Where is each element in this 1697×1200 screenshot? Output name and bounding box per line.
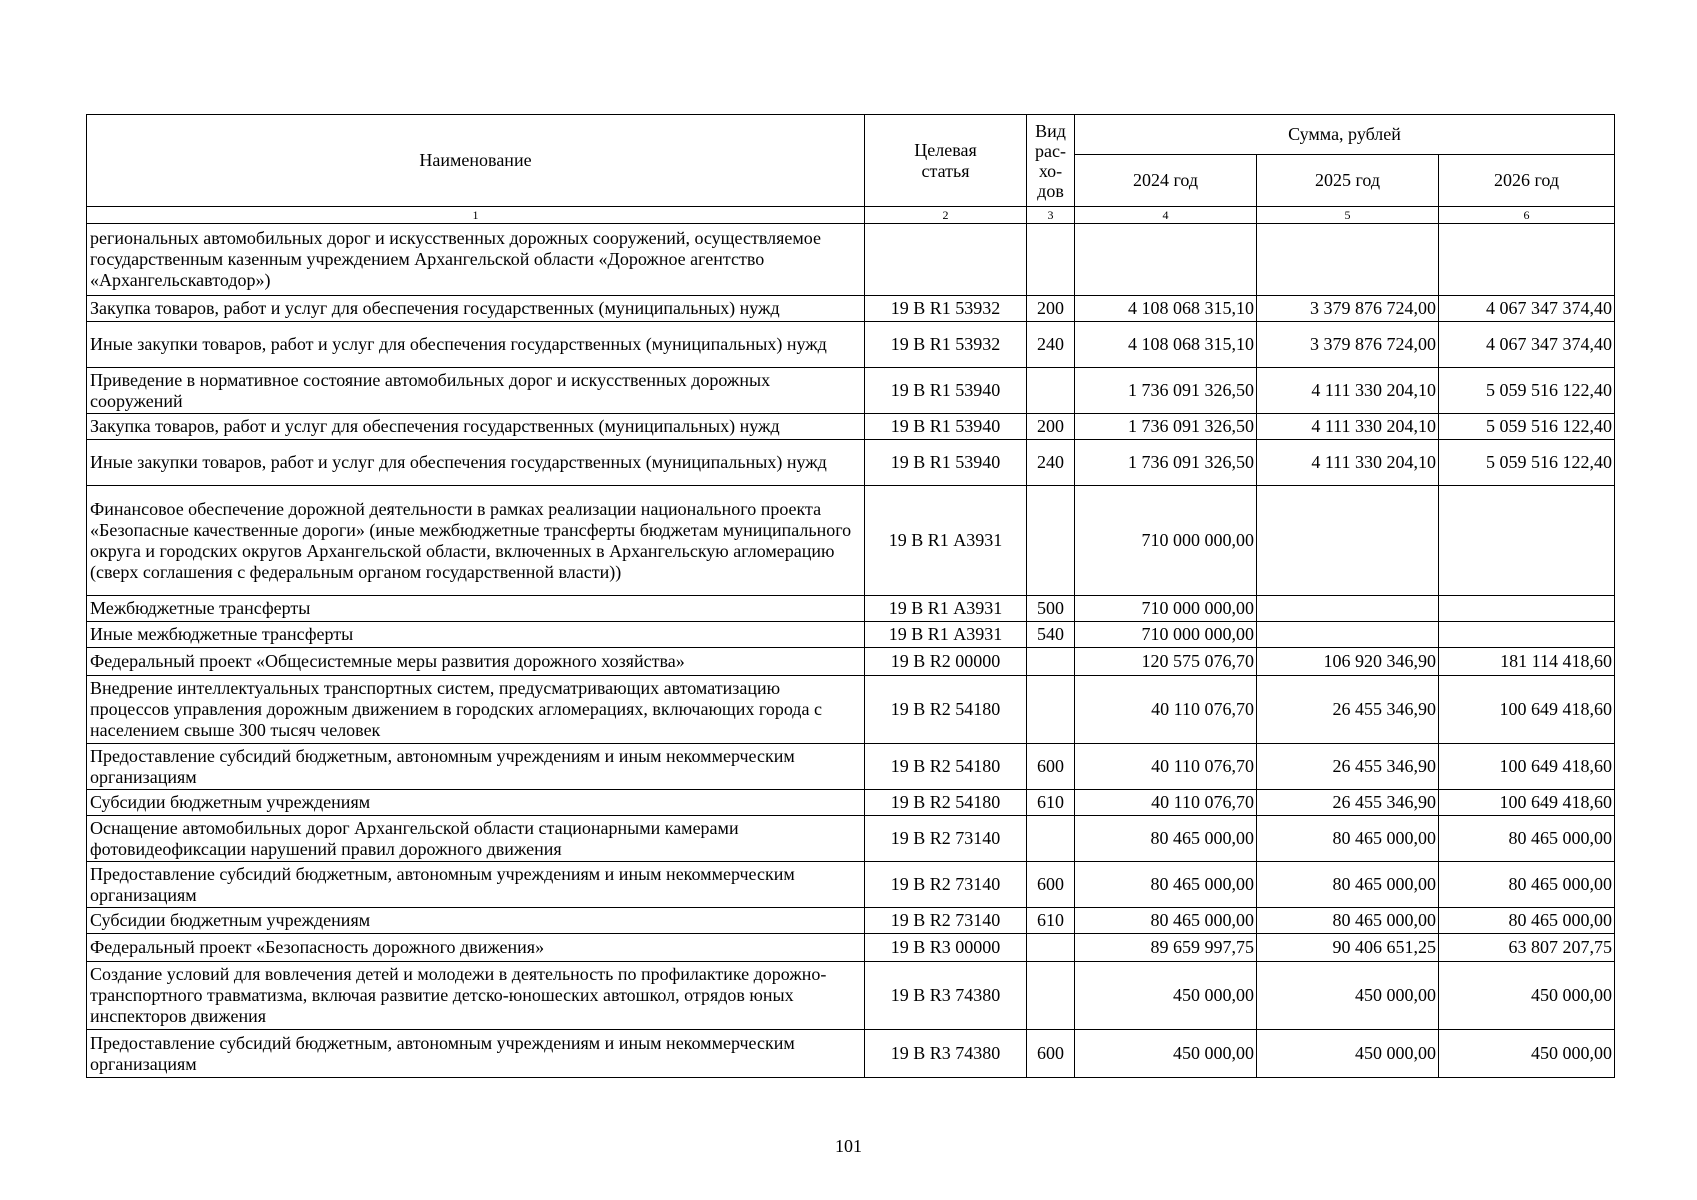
table-row (87, 934, 1615, 962)
row-amount-2024: 450 000,00 (1075, 1030, 1257, 1078)
column-number: 4 (1075, 207, 1257, 224)
row-amount-2025 (1257, 486, 1439, 596)
row-name: Субсидии бюджетным учреждениям (87, 790, 865, 816)
row-amount-2024: 1 736 091 326,50 (1075, 440, 1257, 486)
column-number: 1 (87, 207, 865, 224)
row-name: Финансовое обеспечение дорожной деятельности в рамках реализации национального проекта «Безопасные качественные дороги» (иные межбюджетные трансферты бюджетам муниципального округа и городских округов Архангельской области, включенных в Архангельскую агломерацию (сверх соглашения с федеральным органом государственной власти)) (87, 486, 865, 596)
table-row (87, 816, 1615, 862)
table-row (87, 296, 1615, 322)
row-expense-type: 540 (1027, 622, 1075, 648)
header-year-2024: 2024 год (1075, 155, 1257, 207)
row-amount-2025: 26 455 346,90 (1257, 676, 1439, 744)
table-row (87, 908, 1615, 934)
row-amount-2025: 4 111 330 204,10 (1257, 368, 1439, 414)
row-name: Предоставление субсидий бюджетным, автономным учреждениям и иным некоммерческим организациям (87, 862, 865, 908)
row-amount-2026: 80 465 000,00 (1439, 862, 1615, 908)
row-target-article: 19 В R1 53932 (865, 322, 1027, 368)
row-expense-type (1027, 368, 1075, 414)
row-target-article: 19 В R2 73140 (865, 816, 1027, 862)
header-vid-line: дов (1037, 180, 1064, 201)
row-name: Закупка товаров, работ и услуг для обеспечения государственных (муниципальных) нужд (87, 296, 865, 322)
header-target-article (865, 115, 1027, 207)
row-target-article: 19 В R1 53932 (865, 296, 1027, 322)
row-amount-2026 (1439, 596, 1615, 622)
row-expense-type: 600 (1027, 1030, 1075, 1078)
row-target-article: 19 В R2 54180 (865, 676, 1027, 744)
row-expense-type (1027, 486, 1075, 596)
table-row (87, 790, 1615, 816)
row-amount-2026: 100 649 418,60 (1439, 744, 1615, 790)
header-vid-line: Вид (1035, 120, 1066, 141)
table-row (87, 440, 1615, 486)
row-name: региональных автомобильных дорог и искусственных дорожных сооружений, осуществляемое государственным казенным учреждением Архангельской области «Дорожное агентство «Архангельскавтодор») (87, 224, 865, 296)
row-expense-type (1027, 676, 1075, 744)
row-expense-type: 500 (1027, 596, 1075, 622)
row-amount-2024: 450 000,00 (1075, 962, 1257, 1030)
row-amount-2024: 80 465 000,00 (1075, 908, 1257, 934)
row-amount-2025: 450 000,00 (1257, 1030, 1439, 1078)
row-amount-2024: 1 736 091 326,50 (1075, 414, 1257, 440)
row-target-article: 19 В R2 73140 (865, 862, 1027, 908)
row-amount-2025: 90 406 651,25 (1257, 934, 1439, 962)
row-amount-2026: 5 059 516 122,40 (1439, 414, 1615, 440)
row-name: Федеральный проект «Безопасность дорожного движения» (87, 934, 865, 962)
row-name: Создание условий для вовлечения детей и молодежи в деятельность по профилактике дорожно-транспортного травматизма, включая развитие детско-юношеских автошкол, отрядов юных инспекторов движения (87, 962, 865, 1030)
row-amount-2026: 100 649 418,60 (1439, 676, 1615, 744)
row-target-article: 19 В R1 А3931 (865, 622, 1027, 648)
row-target-article: 19 В R2 73140 (865, 908, 1027, 934)
row-name: Приведение в нормативное состояние автомобильных дорог и искусственных дорожных сооружений (87, 368, 865, 414)
row-expense-type (1027, 934, 1075, 962)
row-name: Закупка товаров, работ и услуг для обеспечения государственных (муниципальных) нужд (87, 414, 865, 440)
row-amount-2025: 450 000,00 (1257, 962, 1439, 1030)
row-name: Межбюджетные трансферты (87, 596, 865, 622)
table-row (87, 648, 1615, 676)
row-expense-type (1027, 648, 1075, 676)
row-amount-2025 (1257, 622, 1439, 648)
header-sum: Сумма, рублей (1075, 115, 1615, 155)
table-row (87, 368, 1615, 414)
row-amount-2025 (1257, 224, 1439, 296)
row-amount-2024 (1075, 224, 1257, 296)
table-row (87, 596, 1615, 622)
row-target-article: 19 В R1 53940 (865, 440, 1027, 486)
row-amount-2026: 80 465 000,00 (1439, 908, 1615, 934)
row-expense-type: 200 (1027, 414, 1075, 440)
header-expense-type (1027, 115, 1075, 207)
row-amount-2026 (1439, 622, 1615, 648)
row-target-article: 19 В R1 А3931 (865, 596, 1027, 622)
row-expense-type: 240 (1027, 440, 1075, 486)
row-target-article (865, 224, 1027, 296)
table-row (87, 224, 1615, 296)
row-amount-2025: 26 455 346,90 (1257, 790, 1439, 816)
row-target-article: 19 В R1 53940 (865, 414, 1027, 440)
row-amount-2025: 80 465 000,00 (1257, 816, 1439, 862)
table-header (87, 115, 1615, 224)
row-amount-2026 (1439, 224, 1615, 296)
row-amount-2025 (1257, 596, 1439, 622)
row-amount-2026: 100 649 418,60 (1439, 790, 1615, 816)
row-amount-2026: 4 067 347 374,40 (1439, 296, 1615, 322)
row-amount-2025: 106 920 346,90 (1257, 648, 1439, 676)
row-target-article: 19 В R2 00000 (865, 648, 1027, 676)
row-amount-2026: 4 067 347 374,40 (1439, 322, 1615, 368)
row-amount-2025: 4 111 330 204,10 (1257, 414, 1439, 440)
budget-table (86, 114, 1615, 1078)
row-amount-2024: 710 000 000,00 (1075, 622, 1257, 648)
table-body (87, 224, 1615, 1078)
row-expense-type (1027, 962, 1075, 1030)
row-amount-2024: 40 110 076,70 (1075, 790, 1257, 816)
row-name: Федеральный проект «Общесистемные меры развития дорожного хозяйства» (87, 648, 865, 676)
row-amount-2026: 450 000,00 (1439, 962, 1615, 1030)
row-amount-2024: 120 575 076,70 (1075, 648, 1257, 676)
column-number-row (87, 207, 1615, 224)
row-name: Внедрение интеллектуальных транспортных систем, предусматривающих автоматизацию процессов управления дорожным движением в городских агломерациях, включающих города с населением свыше 300 тысяч человек (87, 676, 865, 744)
header-year-2026: 2026 год (1439, 155, 1615, 207)
row-amount-2024: 40 110 076,70 (1075, 676, 1257, 744)
row-amount-2025: 3 379 876 724,00 (1257, 322, 1439, 368)
row-amount-2025: 26 455 346,90 (1257, 744, 1439, 790)
row-target-article: 19 В R1 53940 (865, 368, 1027, 414)
header-target-line1: Целевая (914, 139, 977, 160)
row-amount-2026: 80 465 000,00 (1439, 816, 1615, 862)
row-amount-2024: 80 465 000,00 (1075, 862, 1257, 908)
table-row (87, 622, 1615, 648)
row-amount-2024: 40 110 076,70 (1075, 744, 1257, 790)
row-target-article: 19 В R3 74380 (865, 1030, 1027, 1078)
row-expense-type: 200 (1027, 296, 1075, 322)
table-row (87, 414, 1615, 440)
column-number: 3 (1027, 207, 1075, 224)
row-amount-2025: 80 465 000,00 (1257, 908, 1439, 934)
row-amount-2024: 710 000 000,00 (1075, 486, 1257, 596)
row-expense-type (1027, 224, 1075, 296)
row-amount-2024: 80 465 000,00 (1075, 816, 1257, 862)
row-target-article: 19 В R3 00000 (865, 934, 1027, 962)
page-number: 101 (835, 1136, 862, 1156)
row-name: Предоставление субсидий бюджетным, автономным учреждениям и иным некоммерческим организациям (87, 744, 865, 790)
row-expense-type: 610 (1027, 908, 1075, 934)
table-row (87, 962, 1615, 1030)
header-name: Наименование (87, 115, 865, 207)
row-amount-2024: 4 108 068 315,10 (1075, 296, 1257, 322)
row-amount-2026: 5 059 516 122,40 (1439, 368, 1615, 414)
row-name: Иные межбюджетные трансферты (87, 622, 865, 648)
table-row (87, 862, 1615, 908)
table-row (87, 744, 1615, 790)
table-row (87, 676, 1615, 744)
row-name: Предоставление субсидий бюджетным, автономным учреждениям и иным некоммерческим организациям (87, 1030, 865, 1078)
row-name: Иные закупки товаров, работ и услуг для обеспечения государственных (муниципальных) нужд (87, 440, 865, 486)
header-target-line2: статья (921, 160, 970, 181)
row-target-article: 19 В R2 54180 (865, 790, 1027, 816)
row-expense-type: 600 (1027, 744, 1075, 790)
table-row (87, 1030, 1615, 1078)
row-name: Субсидии бюджетным учреждениям (87, 908, 865, 934)
header-year-2025: 2025 год (1257, 155, 1439, 207)
row-amount-2026: 5 059 516 122,40 (1439, 440, 1615, 486)
header-vid-line: рас- (1035, 140, 1066, 161)
row-target-article: 19 В R3 74380 (865, 962, 1027, 1030)
row-amount-2024: 710 000 000,00 (1075, 596, 1257, 622)
row-amount-2026: 450 000,00 (1439, 1030, 1615, 1078)
row-target-article: 19 В R2 54180 (865, 744, 1027, 790)
row-name: Оснащение автомобильных дорог Архангельской области стационарными камерами фотовидеофиксации нарушений правил дорожного движения (87, 816, 865, 862)
row-amount-2026: 181 114 418,60 (1439, 648, 1615, 676)
table-row (87, 322, 1615, 368)
row-target-article: 19 В R1 А3931 (865, 486, 1027, 596)
row-amount-2025: 3 379 876 724,00 (1257, 296, 1439, 322)
column-number: 6 (1439, 207, 1615, 224)
row-amount-2024: 89 659 997,75 (1075, 934, 1257, 962)
column-number: 5 (1257, 207, 1439, 224)
row-expense-type (1027, 816, 1075, 862)
row-amount-2025: 80 465 000,00 (1257, 862, 1439, 908)
row-amount-2025: 4 111 330 204,10 (1257, 440, 1439, 486)
row-amount-2026: 63 807 207,75 (1439, 934, 1615, 962)
table-row (87, 486, 1615, 596)
row-amount-2024: 1 736 091 326,50 (1075, 368, 1257, 414)
row-amount-2026 (1439, 486, 1615, 596)
header-vid-line: хо- (1038, 160, 1063, 181)
row-amount-2024: 4 108 068 315,10 (1075, 322, 1257, 368)
row-expense-type: 610 (1027, 790, 1075, 816)
column-number: 2 (865, 207, 1027, 224)
row-expense-type: 240 (1027, 322, 1075, 368)
row-expense-type: 600 (1027, 862, 1075, 908)
row-name: Иные закупки товаров, работ и услуг для обеспечения государственных (муниципальных) нужд (87, 322, 865, 368)
